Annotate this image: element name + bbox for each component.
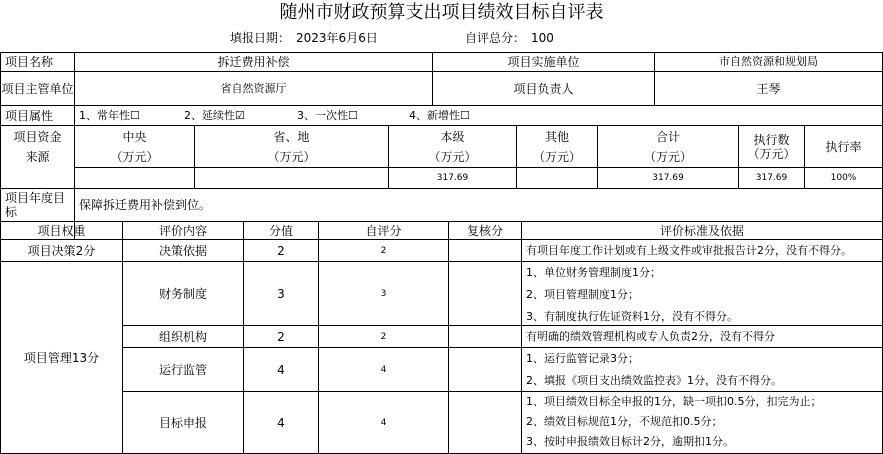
monitor-self-score: 4 <box>380 364 387 375</box>
decision-score: 2 <box>277 243 285 258</box>
funds-province-value <box>195 168 388 188</box>
content-header: 评价内容 <box>158 223 207 238</box>
review-score-header: 复核分 <box>466 223 503 238</box>
org-content: 组织机构 <box>158 329 207 344</box>
monitor-score: 4 <box>277 362 285 377</box>
target-criteria-item: 1、项目绩效目标全申报的1分，缺一项扣0.5分，扣完为止； <box>526 395 822 408</box>
finance-criteria-item: 1、单位财务管理制度1分； <box>526 266 661 279</box>
target-self-score: 4 <box>380 417 387 428</box>
project-name-label: 项目名称 <box>5 55 54 69</box>
funds-central-header: 中央 <box>122 129 147 144</box>
page-title: 随州市财政预算支出项目绩效目标自评表 <box>279 2 604 23</box>
attr-new: 4、新增性☐ <box>409 108 470 122</box>
decision-criteria: 有项目年度工作计划或有上级文件或审批报告计2分，没有不得分。 <box>526 243 852 257</box>
exec-rate-value: 100% <box>830 173 857 183</box>
finance-criteria-item: 3、有制度执行佐证资料1分，没有不得分。 <box>526 310 738 323</box>
decision-content: 决策依据 <box>158 243 207 258</box>
target-criteria <box>522 392 882 453</box>
target-score: 4 <box>277 415 285 430</box>
funds-other-value <box>517 168 597 188</box>
impl-unit-label: 项目实施单位 <box>507 55 580 69</box>
monitor-content: 运行监管 <box>158 362 207 377</box>
person-label: 项目负责人 <box>513 81 574 96</box>
org-self-score: 2 <box>380 331 387 342</box>
person-value: 王琴 <box>756 81 781 96</box>
monitor-criteria <box>522 348 882 391</box>
monitor-criteria-item: 2、填报《项目支出绩效监控表》1分，没有不得分。 <box>526 374 782 387</box>
self-score-header: 自评分 <box>365 223 402 238</box>
attr-onetime: 3、一次性☐ <box>297 108 358 122</box>
goal-label: 项目年度目标 <box>5 191 66 219</box>
attr-label: 项目属性 <box>5 108 54 123</box>
decision-weight: 项目决策2分 <box>27 243 96 258</box>
total-score-label: 自评总分： <box>465 31 526 45</box>
project-name-value: 拆迁费用补偿 <box>217 55 290 69</box>
funds-total-value: 317.69 <box>652 173 684 183</box>
target-criteria-item: 2、绩效目标规范1分，不规范扣0.5分； <box>526 415 723 428</box>
funds-local-unit: （万元） <box>428 150 477 164</box>
finance-criteria-item: 2、项目管理制度1分； <box>526 288 639 301</box>
finance-criteria <box>522 262 882 325</box>
mgr-unit-label: 项目主管单位 <box>1 81 74 96</box>
funds-province-header: 省、地 <box>273 129 310 144</box>
org-criteria: 有明确的绩效管理机构或专人负责2分，没有不得分 <box>526 329 775 343</box>
weight-header: 项目权重 <box>37 223 86 238</box>
management-weight: 项目管理13分 <box>23 350 100 365</box>
funds-label-2: 来源 <box>25 150 50 164</box>
attr-continuing: 2、延续性☑ <box>184 108 245 122</box>
funds-local-value: 317.69 <box>436 173 469 183</box>
goal-value: 保障拆迁费用补偿到位。 <box>79 198 212 212</box>
finance-score: 3 <box>277 286 285 301</box>
fill-date <box>230 27 378 51</box>
funds-province-unit: （万元） <box>267 150 316 164</box>
fill-date-value: 2023年6月6日 <box>296 31 378 45</box>
funds-label-1: 项目资金 <box>13 129 62 144</box>
funds-other-header: 其他 <box>544 129 569 144</box>
total-score <box>465 27 554 51</box>
finance-self-score: 3 <box>380 288 387 299</box>
total-score-value: 100 <box>531 31 554 45</box>
funds-total-header: 合计 <box>655 129 680 144</box>
target-criteria-item: 3、按时申报绩效目标计2分，逾期扣1分。 <box>526 435 734 448</box>
funds-local-header: 本级 <box>440 129 465 144</box>
target-content: 目标申报 <box>158 415 207 430</box>
score-header: 分值 <box>268 223 293 238</box>
exec-rate-header: 执行率 <box>825 139 862 154</box>
exec-amount-value: 317.69 <box>755 173 788 183</box>
criteria-header: 评价标准及依据 <box>659 223 744 238</box>
funds-central-value <box>75 168 194 188</box>
funds-other-unit: （万元） <box>532 150 581 164</box>
funds-central-unit: （万元） <box>110 150 159 164</box>
funds-total-unit: （万元） <box>643 150 692 164</box>
evaluation-table <box>0 52 883 454</box>
finance-content: 财务制度 <box>158 286 207 301</box>
org-score: 2 <box>277 329 285 344</box>
attr-annual: 1、常年性☐ <box>79 108 140 122</box>
monitor-criteria-item: 1、运行监管记录3分； <box>526 352 639 365</box>
fill-date-label: 填报日期： <box>230 31 291 45</box>
mgr-unit-value: 省自然资源厅 <box>220 81 287 95</box>
exec-amount-header: 执行数（万元） <box>747 132 796 161</box>
impl-unit-value: 市自然资源和规划局 <box>719 55 818 68</box>
decision-self-score: 2 <box>380 245 387 256</box>
